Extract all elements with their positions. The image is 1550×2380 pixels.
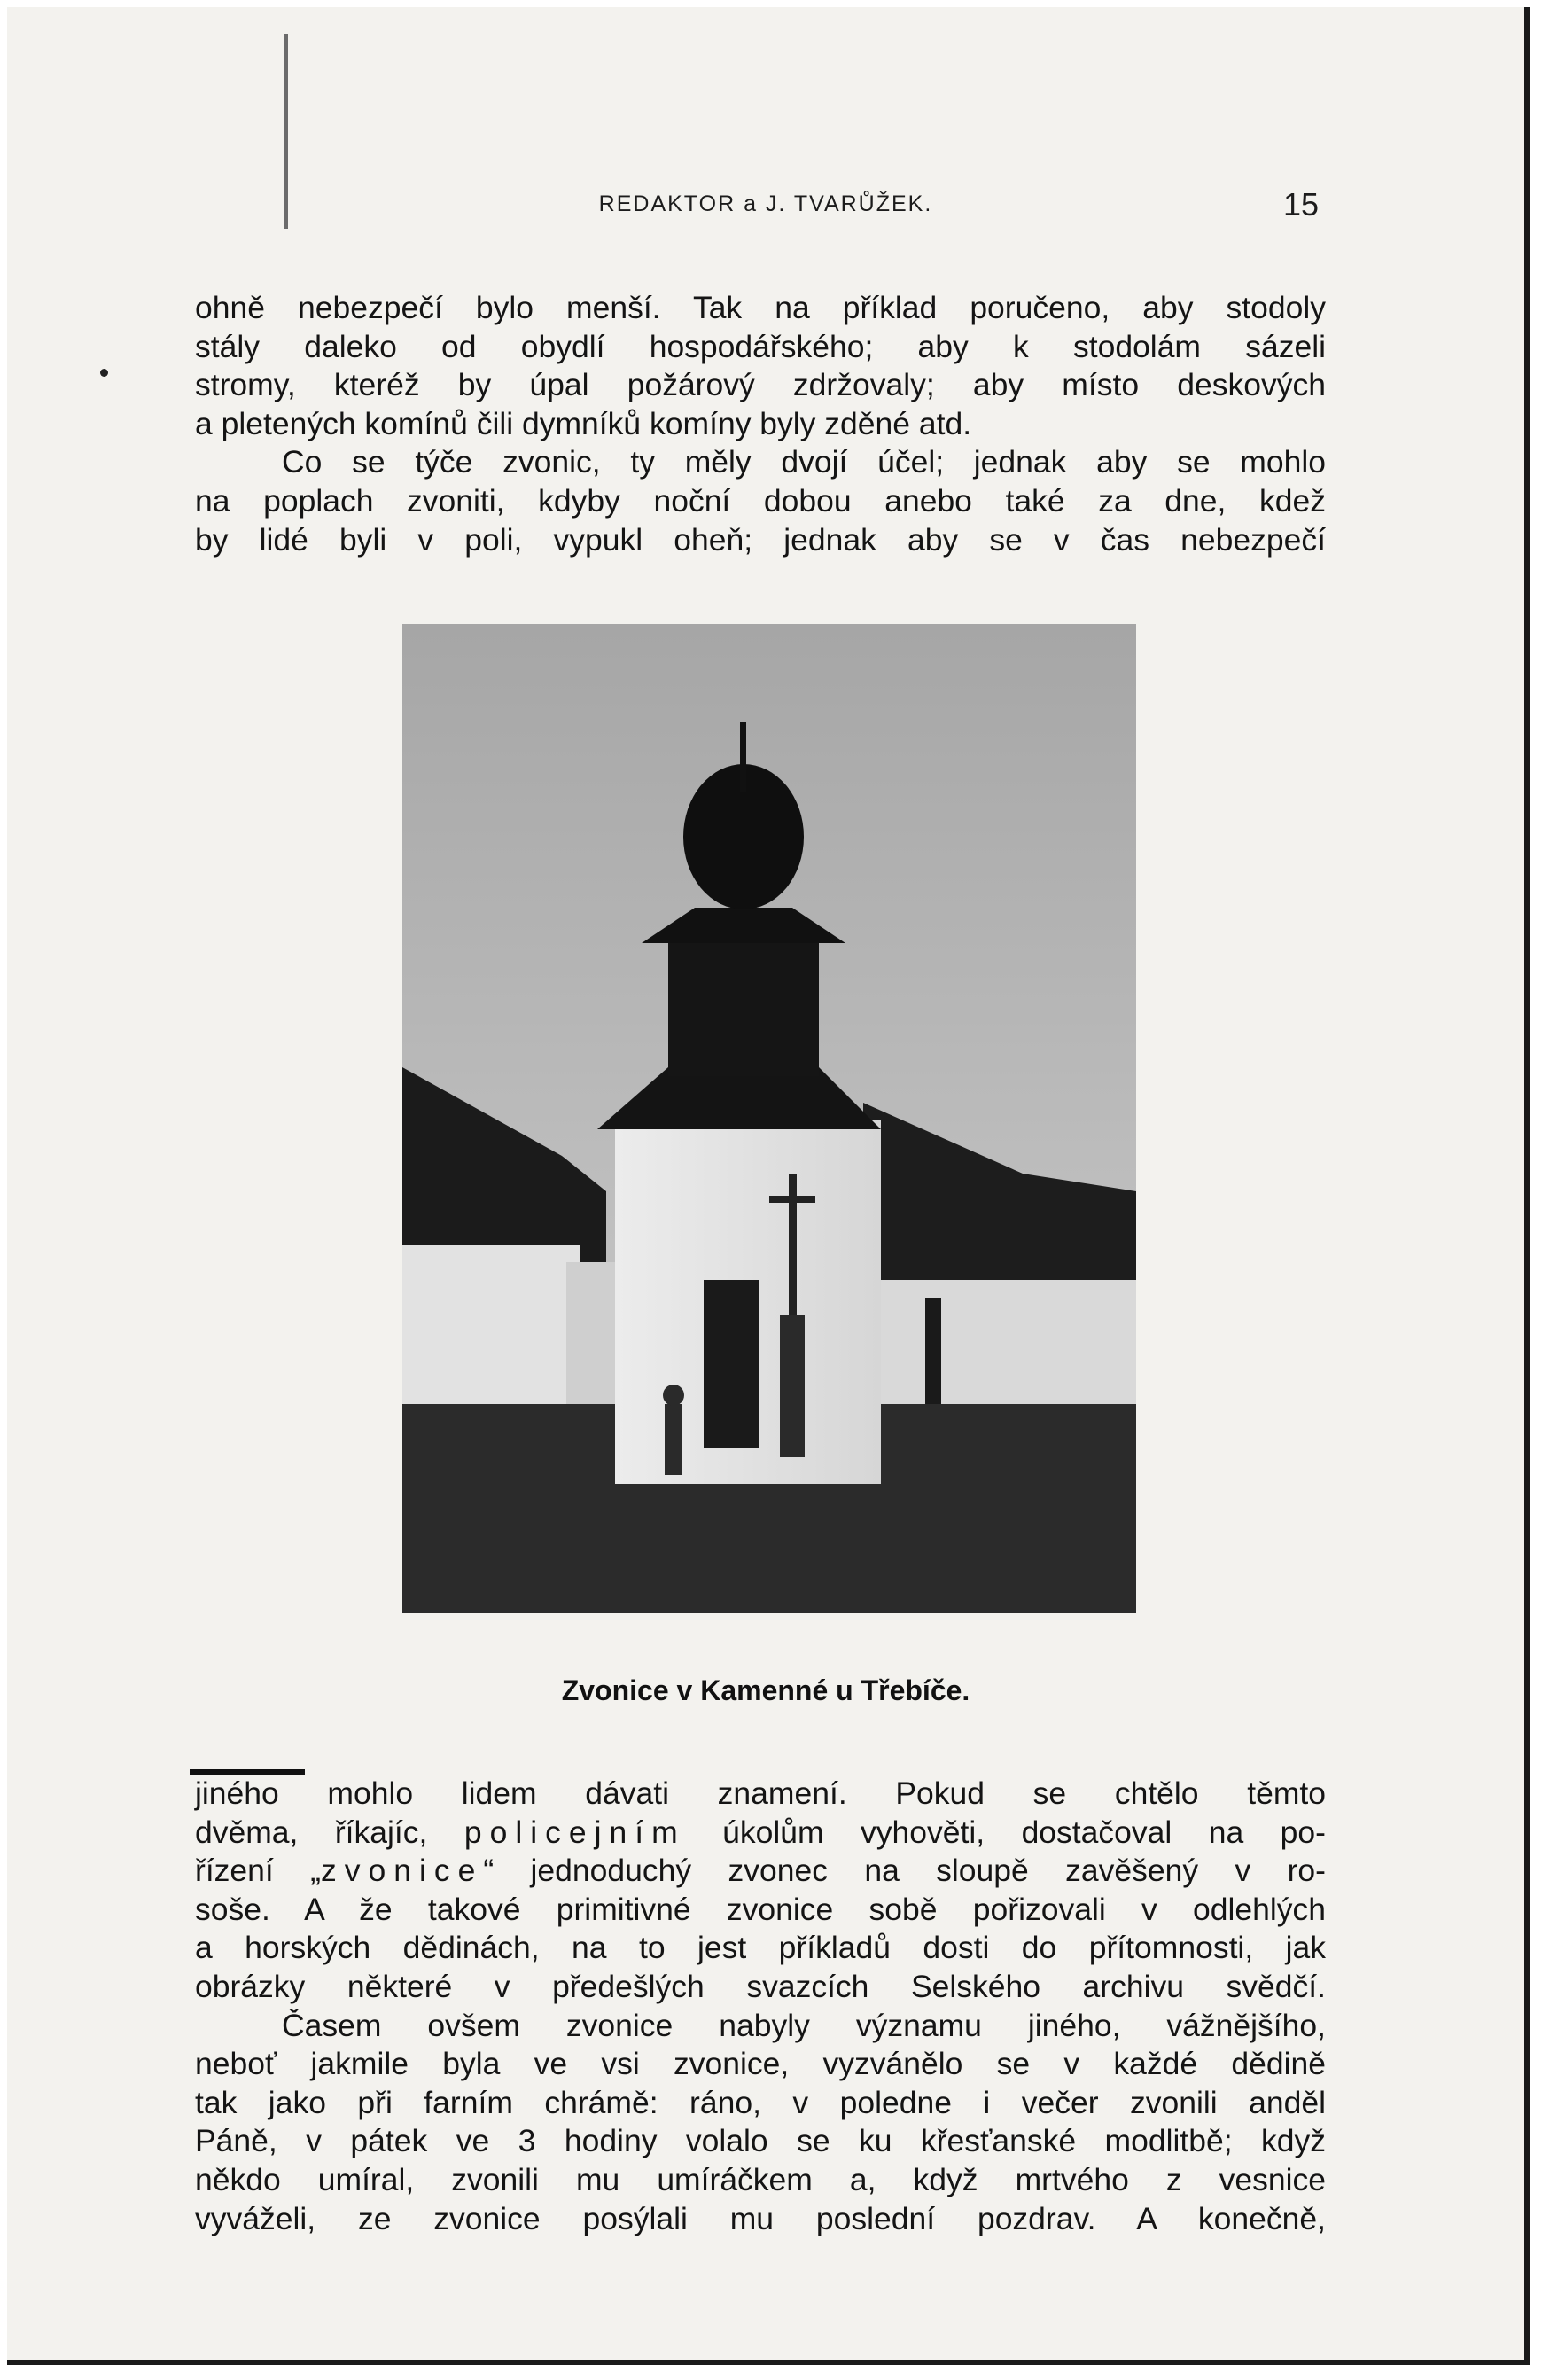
belfry-photograph [402, 624, 1136, 1613]
text-line: neboť jakmile byla ve vsi zvonice, vyzvánělo se v každé dědině [195, 2046, 1326, 2082]
figure-person [665, 1404, 682, 1475]
text-line: jiného mohlo lidem dávati znamení. Pokud se chtělo těmto [195, 1775, 1326, 1811]
text-fragment: řízení „ [195, 1853, 321, 1889]
bottom-text-block [195, 1775, 1326, 2238]
paragraph-4 [195, 2007, 1326, 2239]
belfry-door [704, 1280, 759, 1448]
book-page [7, 7, 1530, 2365]
text-line: a horských dědinách, na to jest příkladů dosti do přítomnosti, jak [195, 1930, 1326, 1966]
text-fragment: úkolům vyhověti, dostačoval na po- [722, 1814, 1326, 1850]
text-fragment: dvěma, říkajíc, [195, 1814, 428, 1850]
cross-shaft [789, 1174, 797, 1315]
paragraph-3 [195, 1775, 1326, 2007]
text-line: tak jako při farním chrámě: ráno, v poledne i večer zvonili anděl [195, 2084, 1326, 2120]
text-line: Páně, v pátek ve 3 hodiny volalo se ku křesťanské modlitbě; když [195, 2123, 1326, 2159]
text-line: někdo umíral, zvonili mu umíráčkem a, když mrtvého z vesnice [195, 2161, 1326, 2197]
running-head: REDAKTOR a J. TVARŮŽEK. [598, 191, 933, 216]
text-line: Časem ovšem zvonice nabyly významu jiného, vážnějšího, [282, 2007, 1326, 2043]
text-line: stromy, kteréž by úpal požárový zdržovaly; aby místo deskových [195, 367, 1326, 403]
text-fragment: “ jednoduchý zvonec na sloupě zavěšený v ro- [483, 1853, 1326, 1889]
text-line: stály daleko od obydlí hospodářského; aby k stodolám sázeli [195, 328, 1326, 364]
belfry-spire [740, 722, 746, 792]
text-line: a pletených komínů čili dymníků komíny byly zděné atd. [195, 405, 972, 441]
text-line: ohně nebezpečí bylo menší. Tak na příklad poručeno, aby stodoly [195, 290, 1326, 325]
page-number: 15 [1283, 186, 1320, 222]
text-line: vyváželi, ze zvonice posýlali mu poslední pozdrav. A konečně, [195, 2200, 1326, 2236]
left-house-wall [402, 1245, 580, 1422]
cross-pedestal [780, 1315, 805, 1457]
belfry-photo-drawing [402, 624, 1136, 1613]
page-header [7, 186, 1524, 236]
text-line: by lidé byli v poli, vypukl oheň; jednak aby se v čas nebezpečí [195, 521, 1326, 558]
text-line: obrázky některé v předešlých svazcích Selského archivu svědčí. [195, 1968, 1326, 2004]
text-line: na poplach zvoniti, kdyby noční dobou anebo také za dne, kdež [195, 482, 1326, 519]
text-line [195, 1852, 1326, 1891]
figure-caption: Zvonice v Kamenné u Třebíče. [561, 1674, 970, 1706]
figure-person-head [663, 1385, 684, 1406]
text-line: Co se týče zvonic, ty měly dvojí účel; jednak aby se mohlo [282, 444, 1326, 480]
paragraph-1 [195, 289, 1326, 443]
cross-bar [769, 1196, 815, 1203]
text-line [195, 1814, 1326, 1853]
belfry-drum [668, 934, 819, 1076]
paragraph-2 [195, 443, 1326, 559]
top-text-block [195, 289, 1326, 559]
text-line: soše. A že takové primitivné zvonice sobě pořizovali v odlehlých [195, 1891, 1326, 1927]
scan-artifact-dot [100, 369, 108, 377]
spaced-word: zvonice [320, 1853, 484, 1889]
spaced-word: policejním [463, 1814, 686, 1850]
